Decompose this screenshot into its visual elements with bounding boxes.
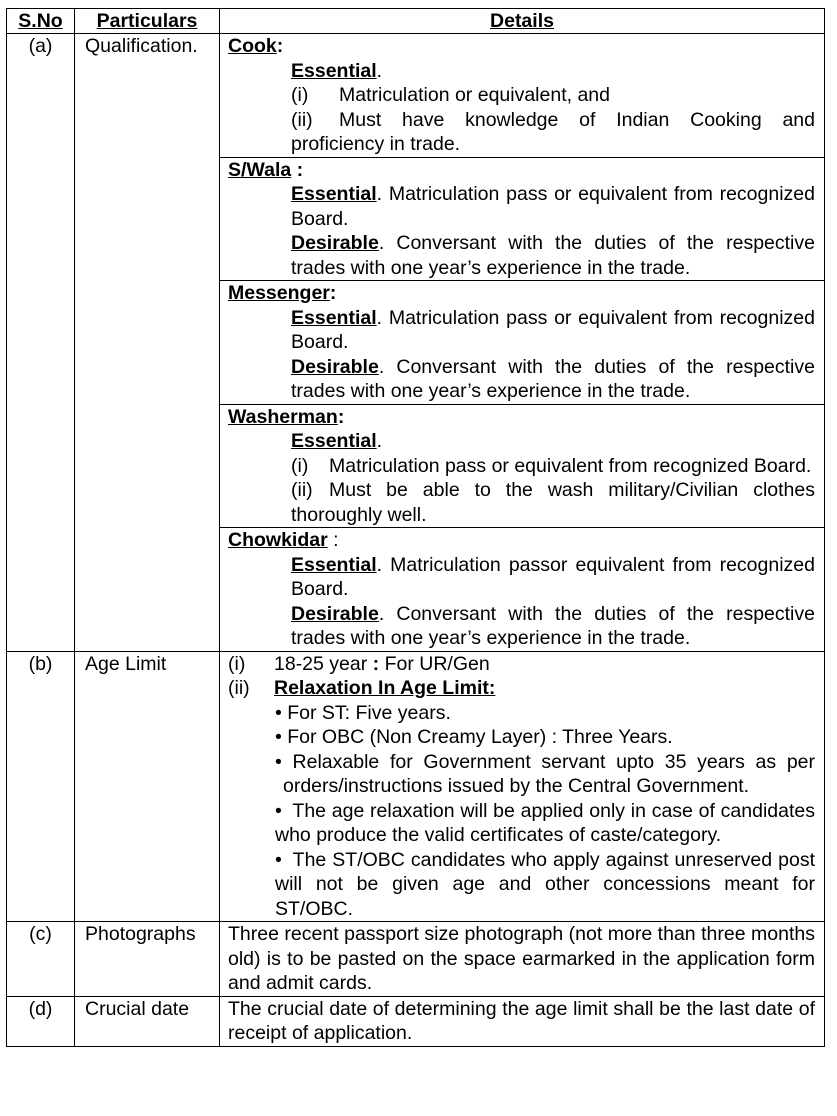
swala-cell: S/Wala : Essential. Matriculation pass or equivalent from recognized Board. Desirable. Conversant with the duties of the respective trades with one year’s experience in the trade. — [220, 157, 825, 281]
table-row — [7, 922, 825, 997]
messenger-cell: Messenger: Essential. Matriculation pass or equivalent from recognized Board. Desirable. Conversant with the duties of the respective trades with one year’s experience in the trade. — [220, 281, 825, 405]
header-details: Details — [220, 9, 825, 34]
eligibility-table — [6, 8, 825, 1047]
list-item: • For OBC (Non Creamy Layer) : Three Years. — [275, 726, 673, 748]
chowkidar-essential-text: Matriculation passor equivalent from recognized Board. — [291, 553, 815, 600]
messenger-essential-text: Matriculation pass or equivalent from recognized Board. — [291, 306, 815, 353]
table-row — [7, 996, 825, 1046]
table-row — [7, 651, 825, 922]
chowkidar-desirable-text: Conversant with the duties of the respective trades with one year’s experience in the trade. — [291, 602, 815, 649]
messenger-title: Messenger — [228, 282, 330, 304]
washerman-title: Washerman — [228, 405, 338, 428]
particular-age-limit: Age Limit — [75, 651, 220, 922]
washerman-item2: Must be able to the wash military/Civilian clothes thoroughly well. — [291, 479, 815, 526]
crucial-date-text: The crucial date of determining the age limit shall be the last date of receipt of application. — [220, 996, 825, 1046]
cook-item2: Must have knowledge of Indian Cooking and proficiency in trade. — [291, 108, 815, 155]
list-item: • The ST/OBC candidates who apply against unreserved post will not be given age and other concessions meant for ST/OBC. — [275, 848, 815, 920]
swala-essential-text: Matriculation pass or equivalent from recognized Board. — [291, 183, 815, 230]
messenger-desirable-text: Conversant with the duties of the respective trades with one year’s experience in the trade. — [291, 355, 815, 402]
relaxation-title: Relaxation In Age Limit: — [274, 677, 496, 699]
particular-photographs: Photographs — [75, 922, 220, 997]
header-sno: S.No — [7, 9, 75, 34]
cook-cell: Cook: Essential. (i) Matriculation or equivalent, and (ii) Must have knowledge of Indian Cooking and proficiency in trade. — [220, 34, 825, 158]
cook-item1: Matriculation or equivalent, and — [339, 84, 610, 106]
photographs-text: Three recent passport size photograph (not more than three months old) is to be pasted on the space earmarked in the application form and admit cards. — [220, 922, 825, 997]
cook-essential-label: Essential — [291, 59, 377, 82]
swala-title: S/Wala — [228, 158, 292, 181]
chowkidar-cell: Chowkidar : Essential. Matriculation passor equivalent from recognized Board. Desirable. Conversant with the duties of the respective trades with one year’s experience in the trade. — [220, 528, 825, 652]
list-item: • Relaxable for Government servant upto 35 years as per orders/instructions issued by the Central Government. — [275, 750, 816, 797]
sno-b: (b) — [7, 651, 75, 922]
list-item: • The age relaxation will be applied only in case of candidates who produce the valid certificates of caste/category. — [275, 799, 815, 846]
washerman-item1: Matriculation pass or equivalent from recognized Board. — [329, 454, 812, 477]
washerman-cell: Washerman: Essential. (i) Matriculation pass or equivalent from recognized Board. (ii) Must be able to the wash military/Civilian clothes thoroughly well. — [220, 404, 825, 528]
list-item: • For ST: Five years. — [275, 701, 451, 724]
sno-a: (a) — [7, 34, 75, 652]
cook-title: Cook — [228, 35, 277, 57]
chowkidar-title: Chowkidar — [228, 529, 328, 551]
sno-d: (d) — [7, 996, 75, 1046]
swala-desirable-text: Conversant with the duties of the respective trades with one year’s experience in the trade. — [291, 232, 815, 279]
particular-crucial-date: Crucial date — [75, 996, 220, 1046]
sno-c: (c) — [7, 922, 75, 997]
header-row — [7, 9, 825, 34]
age-limit-cell: (i) 18-25 year : For UR/Gen (ii) Relaxation In Age Limit: • For ST: Five years. • For OBC (Non Creamy Layer) : Three Years. • Relaxable for Government servant upto 35 years as per orders/instructions issued by the Central Government. • The age relaxation will be applied only in case of candidates who produce the valid certificates of caste/category. • The ST/OBC candidates who apply against unreserved post will not be given age and other concessions meant for ST/OBC. — [220, 651, 825, 922]
age-limit-range: 18-25 year — [274, 652, 368, 675]
header-particulars: Particulars — [75, 9, 220, 34]
particular-qualification: Qualification. — [75, 34, 220, 652]
table-row — [7, 34, 825, 158]
